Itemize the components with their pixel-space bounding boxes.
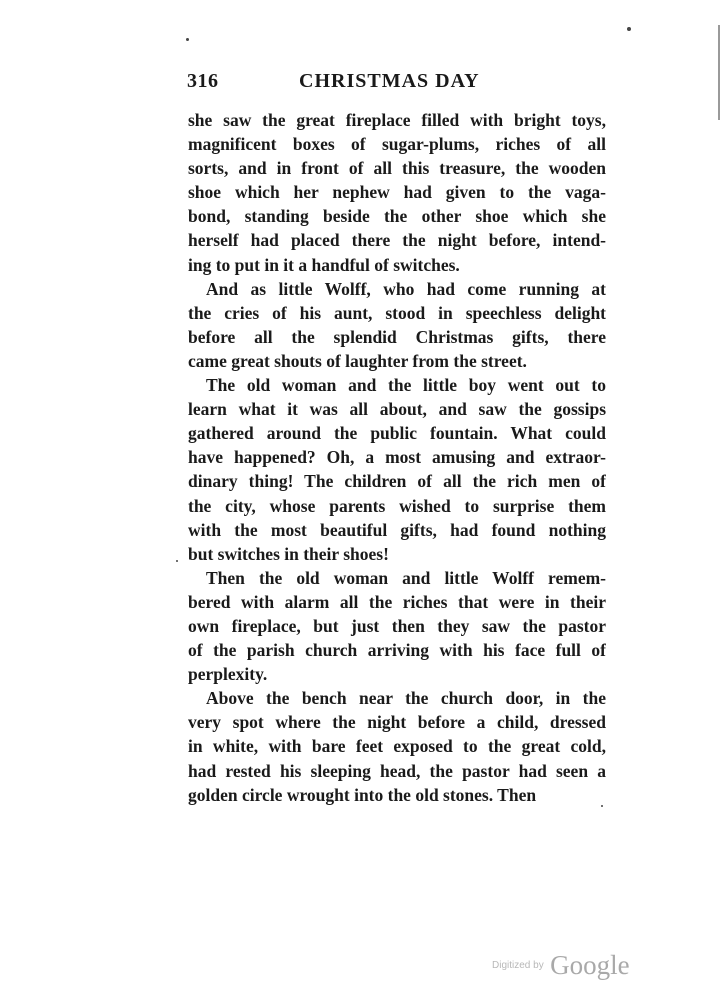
- google-logo: Google: [550, 950, 630, 980]
- paragraph: [188, 277, 606, 373]
- paragraph: [188, 108, 606, 277]
- page-speck: [176, 560, 178, 562]
- text-line: learn what it was all about, and saw the gossips: [188, 399, 606, 420]
- digitized-by-watermark: [492, 950, 630, 980]
- text-line: bered with alarm all the riches that were in their: [188, 591, 606, 612]
- text-line: came great shouts of laughter from the street.: [188, 350, 527, 371]
- text-line: before all the splendid Christmas gifts, there: [188, 326, 606, 347]
- page-speck: [186, 38, 189, 41]
- text-line: Then the old woman and little Wolff remem-: [206, 567, 606, 588]
- text-line: ing to put in it a handful of switches.: [188, 254, 460, 275]
- text-line: with the most beautiful gifts, had found nothing: [188, 519, 606, 540]
- text-line: the city, whose parents wished to surprise them: [188, 495, 606, 516]
- text-line: dinary thing! The children of all the rich men of: [188, 471, 606, 492]
- running-head: CHRISTMAS DAY: [299, 70, 480, 92]
- text-line: in white, with bare feet exposed to the great cold,: [188, 736, 606, 757]
- text-line: have happened? Oh, a most amusing and extraor-: [188, 447, 606, 468]
- text-line: perplexity.: [188, 664, 268, 685]
- text-line: very spot where the night before a child, dressed: [188, 712, 606, 733]
- paragraph: [188, 566, 606, 686]
- text-line: bond, standing beside the other shoe which she: [188, 206, 606, 227]
- text-line: she saw the great fireplace filled with bright toys,: [188, 110, 606, 130]
- text-line: the cries of his aunt, stood in speechless delight: [188, 302, 606, 323]
- text-line: sorts, and in front of all this treasure, the wooden: [188, 158, 606, 179]
- text-line: but switches in their shoes!: [188, 543, 389, 564]
- paragraph: [188, 686, 606, 806]
- page-edge-mark: [718, 25, 720, 120]
- text-line: magnificent boxes of sugar-plums, riches of all: [188, 134, 606, 155]
- text-line: had rested his sleeping head, the pastor had seen a: [188, 760, 606, 781]
- text-line: of the parish church arriving with his face full of: [188, 640, 606, 661]
- body-text: [188, 108, 606, 807]
- text-line: shoe which her nephew had given to the vaga-: [188, 182, 606, 203]
- page-number: 316: [187, 70, 219, 92]
- text-line: Above the bench near the church door, in the: [206, 688, 606, 709]
- text-line: And as little Wolff, who had come running at: [206, 278, 606, 299]
- page-speck: [627, 27, 631, 31]
- text-line: gathered around the public fountain. What could: [188, 423, 606, 444]
- text-line: own fireplace, but just then they saw the pastor: [188, 615, 606, 636]
- text-line: herself had placed there the night before, intend-: [188, 230, 606, 251]
- paragraph: [188, 373, 606, 566]
- page-header: [187, 68, 607, 98]
- text-line: The old woman and the little boy went out to: [206, 375, 606, 396]
- text-line: golden circle wrought into the old stones. Then: [188, 784, 537, 805]
- watermark-prefix: Digitized by: [492, 960, 544, 971]
